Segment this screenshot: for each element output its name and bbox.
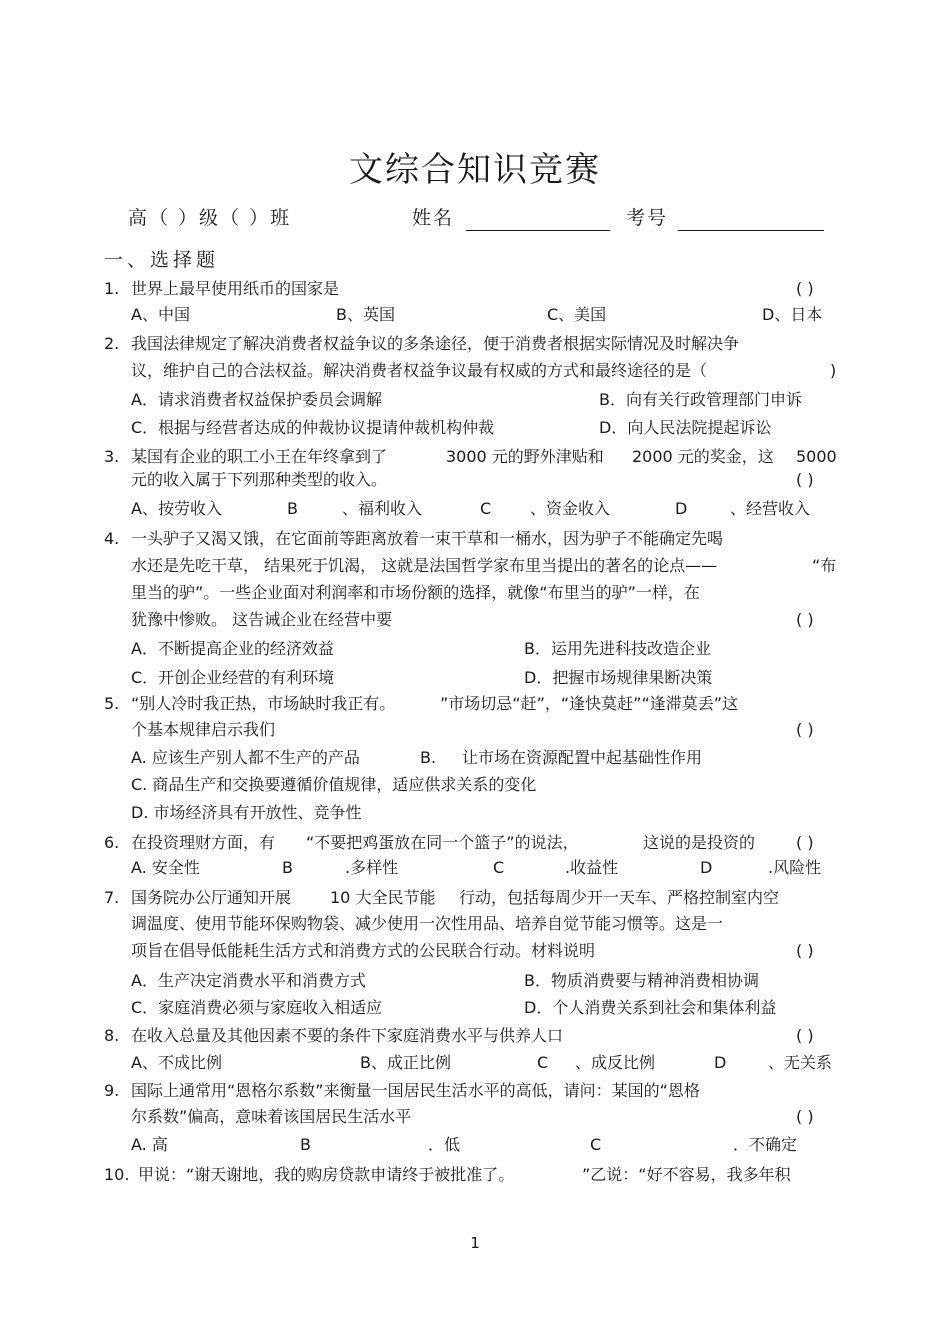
option-c[interactable]: C．家庭消费必须与家庭收入相适应 — [131, 998, 383, 1017]
option-c-letter[interactable]: C — [480, 499, 492, 518]
number-field[interactable] — [678, 230, 824, 231]
option-b[interactable]: B．运用先进科技改造企业 — [524, 639, 711, 658]
question-text: “布 — [812, 556, 837, 575]
option-c-letter[interactable]: C — [493, 858, 505, 877]
question-text: “别人冷时我正热，市场缺时我正有。 — [131, 694, 396, 713]
answer-blank[interactable]: ( ) — [796, 720, 814, 739]
option-d[interactable]: D．个人消费关系到社会和集体利益 — [524, 998, 777, 1017]
question-text: 水还是先吃干草， 结果死于饥渴， 这就是法国哲学家布里当提出的著名的论点—— — [131, 556, 718, 575]
question-text: 甲说：“谢天谢地，我的购房贷款申请终于被批准了。 — [138, 1165, 515, 1184]
question-text: 个基本规律启示我们 — [131, 720, 276, 739]
option-d-letter[interactable]: D — [675, 499, 688, 518]
question-number: 2. — [104, 334, 120, 353]
option-d[interactable]: D、日本 — [762, 305, 823, 324]
page-title: 文综合知识竞赛 — [349, 150, 601, 190]
page-number: 1 — [470, 1234, 480, 1252]
option-d-letter[interactable]: D — [700, 858, 713, 877]
question-text: 这说的是投资的 — [643, 833, 756, 852]
question-text: 犹豫中惨败。 这告诫企业在经营中要 — [131, 610, 393, 629]
option-b[interactable]: B、成正比例 — [360, 1053, 451, 1072]
option-a[interactable]: A、按劳收入 — [131, 499, 222, 518]
option-b[interactable]: B．物质消费要与精神消费相协调 — [524, 971, 759, 990]
option-d[interactable]: D. 市场经济具有开放性、竞争性 — [131, 803, 362, 822]
question-number: 6. — [104, 833, 120, 852]
option-d[interactable]: D．向人民法院提起诉讼 — [599, 418, 772, 437]
question-text: 我国法律规定了解决消费者权益争议的多条途径，便于消费者根据实际情况及时解决争 — [131, 334, 740, 353]
option-d[interactable]: .风险性 — [768, 858, 822, 877]
question-text: 3000 元的野外津贴和 — [446, 447, 604, 466]
question-number: 9. — [104, 1081, 120, 1100]
grade-class-label: 高（ ）级（ ）班 — [128, 207, 292, 229]
question-number: 3. — [104, 447, 120, 466]
question-text: 世界上最早使用纸币的国家是 — [131, 279, 340, 298]
option-c-letter[interactable]: C — [537, 1053, 549, 1072]
option-a[interactable]: A、不成比例 — [131, 1053, 222, 1072]
answer-blank[interactable]: ( ) — [796, 279, 814, 298]
option-c[interactable]: C．根据与经营者达成的仲裁协议提请仲裁机构仲裁 — [131, 418, 495, 437]
question-text: 元的收入属于下列那种类型的收入。 — [131, 470, 388, 489]
option-c[interactable]: .收益性 — [565, 858, 619, 877]
answer-blank[interactable]: ( ) — [796, 833, 814, 852]
option-b[interactable]: ．低 — [428, 1135, 461, 1154]
option-a[interactable]: A、中国 — [131, 305, 190, 324]
option-a[interactable]: A．生产决定消费水平和消费方式 — [131, 971, 366, 990]
option-a[interactable]: A. 高 — [131, 1135, 168, 1154]
section-heading: 一、选择题 — [104, 249, 220, 271]
option-a[interactable]: A．不断提高企业的经济效益 — [131, 639, 334, 658]
option-b[interactable]: .多样性 — [345, 858, 399, 877]
question-number: 10. — [104, 1165, 130, 1184]
answer-blank[interactable]: ( ) — [796, 1107, 814, 1126]
option-c[interactable]: 、资金收入 — [530, 499, 611, 518]
question-number: 5. — [104, 694, 120, 713]
option-c[interactable]: 、成反比例 — [575, 1053, 656, 1072]
option-b-letter[interactable]: B. — [420, 748, 437, 767]
question-number: 8. — [104, 1026, 120, 1045]
question-text: “不要把鸡蛋放在同一个篮子”的说法， — [306, 833, 579, 852]
option-b[interactable]: 、福利收入 — [342, 499, 423, 518]
option-c[interactable]: ．不确定 — [733, 1135, 798, 1154]
question-text: 行动，包括每周少开一天车、严格控制室内空 — [459, 888, 780, 907]
option-a[interactable]: A．请求消费者权益保护委员会调解 — [131, 390, 382, 409]
question-text: 国务院办公厅通知开展 — [131, 888, 292, 907]
question-text: 调温度、使用节能环保购物袋、减少使用一次性用品、培养自觉节能习惯等。这是一 — [131, 914, 724, 933]
answer-blank[interactable]: ( ) — [796, 610, 814, 629]
answer-blank[interactable]: ( ) — [796, 1026, 814, 1045]
option-b[interactable]: B．向有关行政管理部门申诉 — [599, 390, 802, 409]
question-text: 某国有企业的职工小王在年终拿到了 — [131, 447, 388, 466]
answer-blank[interactable]: ) — [830, 361, 837, 380]
question-number: 4. — [104, 529, 120, 548]
name-label: 姓名 — [412, 207, 455, 229]
option-b-letter[interactable]: B — [282, 858, 293, 877]
option-d[interactable]: D．把握市场规律果断决策 — [524, 668, 713, 687]
question-text: 议，维护自己的合法权益。解决消费者权益争议最有权威的方式和最终途径的是（ — [131, 361, 708, 380]
question-text: 在投资理财方面，有 — [131, 833, 276, 852]
question-text: 5000 — [796, 447, 837, 466]
question-number: 1. — [104, 279, 120, 298]
question-text: 在收入总量及其他因素不要的条件下家庭消费水平与供养人口 — [131, 1026, 564, 1045]
option-b[interactable]: B、英国 — [336, 305, 395, 324]
option-d[interactable]: 、经营收入 — [730, 499, 811, 518]
answer-blank[interactable]: ( ) — [796, 941, 814, 960]
question-number: 7. — [104, 888, 120, 907]
option-a[interactable]: A. 应该生产别人都不生产的产品 — [131, 748, 360, 767]
option-b-letter[interactable]: B — [287, 499, 298, 518]
option-b-letter[interactable]: B — [300, 1135, 311, 1154]
question-text: ”市场切忌“赶”，“逢快莫赶”“逢滞莫丢”这 — [440, 694, 739, 713]
option-b[interactable]: 让市场在资源配置中起基础性作用 — [462, 748, 703, 767]
option-c-letter[interactable]: C — [590, 1135, 602, 1154]
option-c[interactable]: C．开创企业经营的有利环境 — [131, 668, 335, 687]
question-text: 国际上通常用“恩格尔系数”来衡量一国居民生活水平的高低，请问：某国的“恩格 — [131, 1081, 700, 1100]
question-text: 一头驴子又渴又饿，在它面前等距离放着一束干草和一桶水，因为驴子不能确定先喝 — [131, 529, 724, 548]
number-label: 考号 — [626, 207, 669, 229]
question-text: 项旨在倡导低能耗生活方式和消费方式的公民联合行动。材料说明 — [131, 941, 596, 960]
question-text: 里当的驴”。一些企业面对利润率和市场份额的选择，就像“布里当的驴”一样，在 — [131, 583, 700, 602]
question-text: ”乙说：“好不容易，我多年积 — [582, 1165, 791, 1184]
option-a[interactable]: A. 安全性 — [131, 858, 200, 877]
option-c[interactable]: C. 商品生产和交换要遵循价值规律，适应供求关系的变化 — [131, 775, 537, 794]
name-field[interactable] — [466, 230, 610, 231]
answer-blank[interactable]: ( ) — [796, 470, 814, 489]
option-d[interactable]: 、无关系 — [768, 1053, 833, 1072]
question-text: 2000 元的奖金，这 — [632, 447, 774, 466]
option-d-letter[interactable]: D — [714, 1053, 727, 1072]
question-text: 尔系数”偏高，意味着该国居民生活水平 — [131, 1107, 412, 1126]
option-c[interactable]: C、美国 — [547, 305, 607, 324]
question-text: 10 大全民节能 — [330, 888, 436, 907]
